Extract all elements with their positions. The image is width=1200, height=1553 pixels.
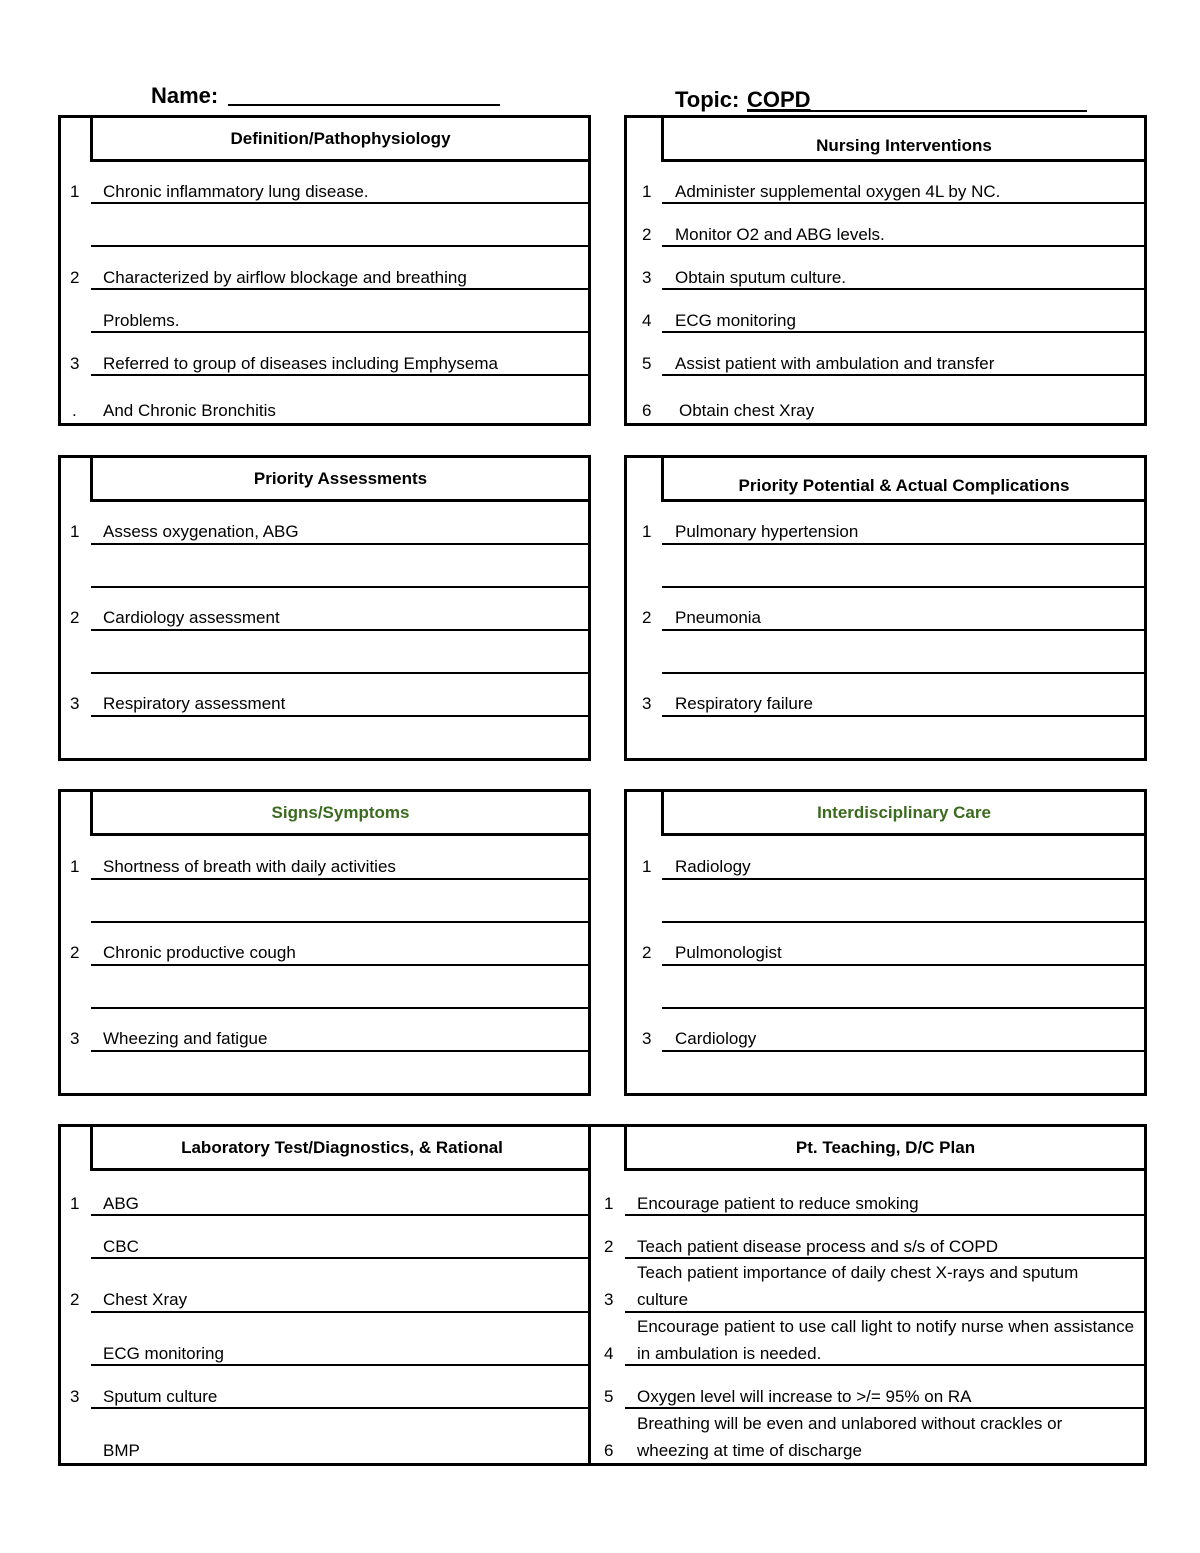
name-label: Name: [151, 83, 219, 108]
rule [91, 331, 588, 333]
row-text: Referred to group of diseases including Emphysema [103, 354, 498, 373]
row-text: Characterized by airflow blockage and breathing [103, 268, 467, 287]
row-text: CBC [103, 1237, 139, 1256]
row-text: Respiratory assessment [103, 694, 286, 713]
row-number: 3 [604, 1290, 614, 1309]
topic-field-line [747, 110, 1087, 112]
row-text: ECG monitoring [675, 311, 796, 330]
row-number: 2 [642, 943, 652, 962]
row-text: Pneumonia [675, 608, 762, 627]
row-text: Cardiology [675, 1029, 757, 1048]
rule [662, 331, 1144, 333]
row-text: ABG [103, 1194, 139, 1213]
row-text: Problems. [103, 311, 180, 330]
rule [625, 1407, 1144, 1409]
row-number: 1 [70, 522, 80, 541]
rule [91, 1214, 588, 1216]
interdisciplinary-care-title: Interdisciplinary Care [661, 792, 1144, 836]
rule [662, 202, 1144, 204]
row-number: 4 [642, 311, 652, 330]
complications-title: Priority Potential & Actual Complications [661, 458, 1144, 502]
rule [662, 878, 1144, 880]
row-number: 3 [642, 694, 652, 713]
row-text: Sputum culture [103, 1387, 218, 1406]
row-number: 1 [642, 522, 652, 541]
row-number: 2 [70, 1290, 80, 1309]
rule [91, 1257, 588, 1259]
row-text: Teach patient importance of daily chest X-rays and sputum culture [637, 1263, 1079, 1309]
row-number: 1 [642, 857, 652, 876]
rule [662, 543, 1144, 545]
topic-label: Topic: [675, 87, 740, 112]
row-text: Administer supplemental oxygen 4L by NC. [675, 182, 1001, 201]
row-number: 3 [70, 1029, 80, 1048]
row-text: Radiology [675, 857, 751, 876]
row-number: 1 [642, 182, 652, 201]
row-text: Obtain sputum culture. [675, 268, 847, 287]
row-number: 5 [604, 1387, 614, 1406]
rule [91, 715, 588, 717]
row-text: Chronic inflammatory lung disease. [103, 182, 369, 201]
laboratory-title: Laboratory Test/Diagnostics, & Rational [90, 1127, 591, 1171]
rule [91, 1311, 588, 1313]
row-text: Pulmonologist [675, 943, 782, 962]
row-text: Wheezing and fatigue [103, 1029, 268, 1048]
rule [91, 921, 588, 923]
rule [625, 1214, 1144, 1216]
rule [662, 1007, 1144, 1009]
rule [91, 543, 588, 545]
row-number: 1 [70, 182, 80, 201]
signs-symptoms-title: Signs/Symptoms [90, 792, 588, 836]
row-text: Monitor O2 and ABG levels. [675, 225, 885, 244]
row-text: Shortness of breath with daily activities [103, 857, 396, 876]
rule [662, 715, 1144, 717]
row-number: 3 [70, 354, 80, 373]
rule [662, 629, 1144, 631]
rule [91, 288, 588, 290]
row-text: BMP [103, 1441, 140, 1460]
row-number: 2 [604, 1237, 614, 1256]
row-text: Oxygen level will increase to >/= 95% on RA [637, 1387, 972, 1406]
row-number: 3 [642, 1029, 652, 1048]
row-number: 2 [70, 608, 80, 627]
rule [91, 1007, 588, 1009]
rule [662, 1050, 1144, 1052]
row-text: Chest Xray [103, 1290, 188, 1309]
rule [662, 964, 1144, 966]
row-number: 1 [604, 1194, 614, 1213]
definition-title: Definition/Pathophysiology [90, 118, 588, 162]
row-text: Obtain chest Xray [679, 401, 815, 420]
row-number: 3 [642, 268, 652, 287]
nursing-interventions-title: Nursing Interventions [661, 118, 1144, 162]
row-text: Encourage patient to reduce smoking [637, 1194, 919, 1213]
rule [662, 288, 1144, 290]
rule [662, 921, 1144, 923]
rule [91, 245, 588, 247]
rule [91, 964, 588, 966]
rule [91, 1364, 588, 1366]
row-number: . [72, 401, 77, 420]
rule [662, 586, 1144, 588]
rule [91, 202, 588, 204]
row-text: Breathing will be even and unlabored without crackles or wheezing at time of discharge [637, 1414, 1063, 1460]
rule [91, 1050, 588, 1052]
row-number: 3 [70, 1387, 80, 1406]
row-text: ECG monitoring [103, 1344, 224, 1363]
row-number: 6 [642, 401, 652, 420]
bottom-divider [588, 1127, 591, 1463]
rule [91, 374, 588, 376]
rule [662, 245, 1144, 247]
row-text: Pulmonary hypertension [675, 522, 859, 541]
topic-value: COPD [747, 87, 811, 112]
row-number: 1 [70, 857, 80, 876]
rule [662, 374, 1144, 376]
row-number: 4 [604, 1344, 614, 1363]
row-text: Encourage patient to use call light to notify nurse when assistance in ambulation is needed. [637, 1317, 1135, 1363]
row-text: Assess oxygenation, ABG [103, 522, 299, 541]
row-number: 2 [642, 608, 652, 627]
rule [91, 586, 588, 588]
row-number: 5 [642, 354, 652, 373]
row-text: Respiratory failure [675, 694, 813, 713]
row-number: 2 [70, 268, 80, 287]
name-field-line[interactable] [228, 104, 500, 106]
row-text: Cardiology assessment [103, 608, 280, 627]
rule [91, 672, 588, 674]
rule [662, 672, 1144, 674]
row-text: Teach patient disease process and s/s of COPD [637, 1237, 998, 1256]
row-text: Assist patient with ambulation and transfer [675, 354, 995, 373]
priority-assessments-title: Priority Assessments [90, 458, 588, 502]
rule [91, 878, 588, 880]
row-number: 6 [604, 1441, 614, 1460]
rule [91, 629, 588, 631]
row-number: 3 [70, 694, 80, 713]
row-number: 2 [70, 943, 80, 962]
rule [91, 1407, 588, 1409]
row-number: 2 [642, 225, 652, 244]
pt-teaching-title: Pt. Teaching, D/C Plan [624, 1127, 1144, 1171]
row-text: And Chronic Bronchitis [103, 401, 276, 420]
row-number: 1 [70, 1194, 80, 1213]
row-text: Chronic productive cough [103, 943, 296, 962]
